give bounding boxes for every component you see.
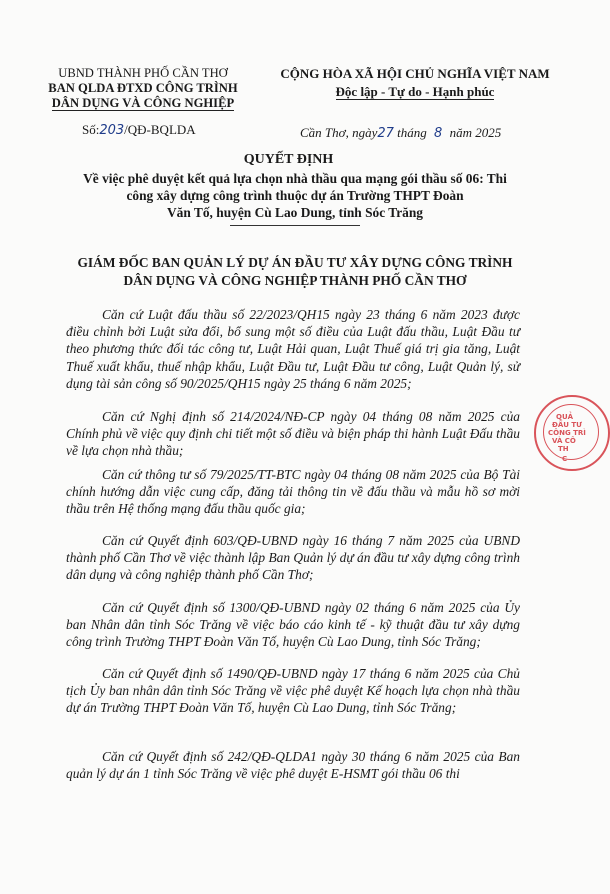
legal-basis-4: Căn cứ Quyết định 603/QĐ-UBND ngày 16 tháng 7 năm 2025 của UBND thành phố Cần Thơ về việc thành lập Ban Quản lý dự án đầu tư xây dựng công trình dân dụng và công nghiệp thành phố Cần Thơ; <box>66 533 520 583</box>
legal-basis-1: Căn cứ Luật đấu thầu số 22/2023/QH15 ngày 23 tháng 6 năm 2023 được điều chỉnh bởi Luật sửa đổi, bổ sung một số điều của Luật đấu thầu, Luật Đầu tư theo phương thức đối tác công tư, Luật Hải quan, Luật Thuế giá trị gia tăng, Luật Thuế xuất khẩu, thuế nhập khẩu, Luật Đầu tư, Luật Đầu tư công, Luật Quản lý, sử dụng tài sản công số 90/2025/QH15 ngày 25 tháng 6 năm 2025; <box>66 307 520 391</box>
legal-basis-3: Căn cứ thông tư số 79/2025/TT-BTC ngày 04 tháng 08 năm 2025 của Bộ Tài chính hướng dẫn việc cung cấp, đăng tải thông tin về đấu thầu và mẫu hồ sơ mời thầu trên Hệ thống mạng đấu thầu quốc gia; <box>66 467 520 517</box>
issuing-authority: GIÁM ĐỐC BAN QUẢN LÝ DỰ ÁN ĐẦU TƯ XÂY DỰNG CÔNG TRÌNH DÂN DỤNG VÀ CÔNG NGHIỆP THÀNH PHỐ CẦN THƠ <box>77 255 513 288</box>
document-subject: Về việc phê duyệt kết quả lựa chọn nhà thầu qua mạng gói thầu số 06: Thi công xây dựng công trình thuộc dự án Trường THPT Đoàn Văn Tố, huyện Cù Lao Dung, tỉnh Sóc Trăng <box>83 171 507 220</box>
document-number: Số:203/QĐ-BQLDA <box>82 122 196 138</box>
legal-basis-2: Căn cứ Nghị định số 214/2024/NĐ-CP ngày 04 tháng 08 năm 2025 của Chính phủ về việc quy định chi tiết một số điều và biện pháp thi hành Luật Đấu thầu về lựa chọn nhà thầu; <box>66 409 520 459</box>
issuer-name-line2: DÂN DỤNG VÀ CÔNG NGHIỆP <box>51 96 235 110</box>
date-line: Cần Thơ, ngày27 tháng 8 năm 2025 <box>300 125 502 141</box>
legal-basis-6: Căn cứ Quyết định số 1490/QĐ-UBND ngày 17 tháng 6 năm 2025 của Chủ tịch Ủy ban nhân dân tỉnh Sóc Trăng về việc phê duyệt Kế hoạch lựa chọn nhà thầu dự án Trường THPT Đoàn Văn Tố, huyện Cù Lao Dung, tỉnh Sóc Trăng; <box>66 666 520 716</box>
issuer-name-line1: BAN QLDA ĐTXD CÔNG TRÌNH <box>48 81 238 95</box>
document-title: QUYẾT ĐỊNH <box>243 152 334 167</box>
handwritten-day: 27 <box>377 126 394 141</box>
motto: Độc lập - Tự do - Hạnh phúc <box>335 84 495 99</box>
official-seal: QUẢ ĐẦU TƯ CÔNG TRÌ VÀ CÔ TH C <box>534 395 610 471</box>
issuer-parent: UBND THÀNH PHỐ CẦN THƠ <box>58 66 228 80</box>
legal-basis-5: Căn cứ Quyết định số 1300/QĐ-UBND ngày 02 tháng 6 năm 2025 của Ủy ban Nhân dân tỉnh Sóc Trăng về việc báo cáo kinh tế - kỹ thuật đầu tư xây dựng công trình Trường THPT Đoàn Văn Tố, huyện Cù Lao Dung, tỉnh Sóc Trăng; <box>66 600 520 650</box>
subject-divider <box>230 225 360 226</box>
handwritten-number: 203 <box>99 123 125 138</box>
national-motto-block <box>262 66 568 100</box>
handwritten-month: 8 <box>434 126 443 141</box>
legal-basis-7: Căn cứ Quyết định số 242/QĐ-QLDA1 ngày 30 tháng 6 năm 2025 của Ban quản lý dự án 1 tỉnh Sóc Trăng về việc phê duyệt E-HSMT gói thầu 06 thi <box>66 749 520 782</box>
country-name: CỘNG HÒA XÃ HỘI CHỦ NGHĨA VIỆT NAM <box>280 66 550 81</box>
issuer-block <box>18 66 268 111</box>
